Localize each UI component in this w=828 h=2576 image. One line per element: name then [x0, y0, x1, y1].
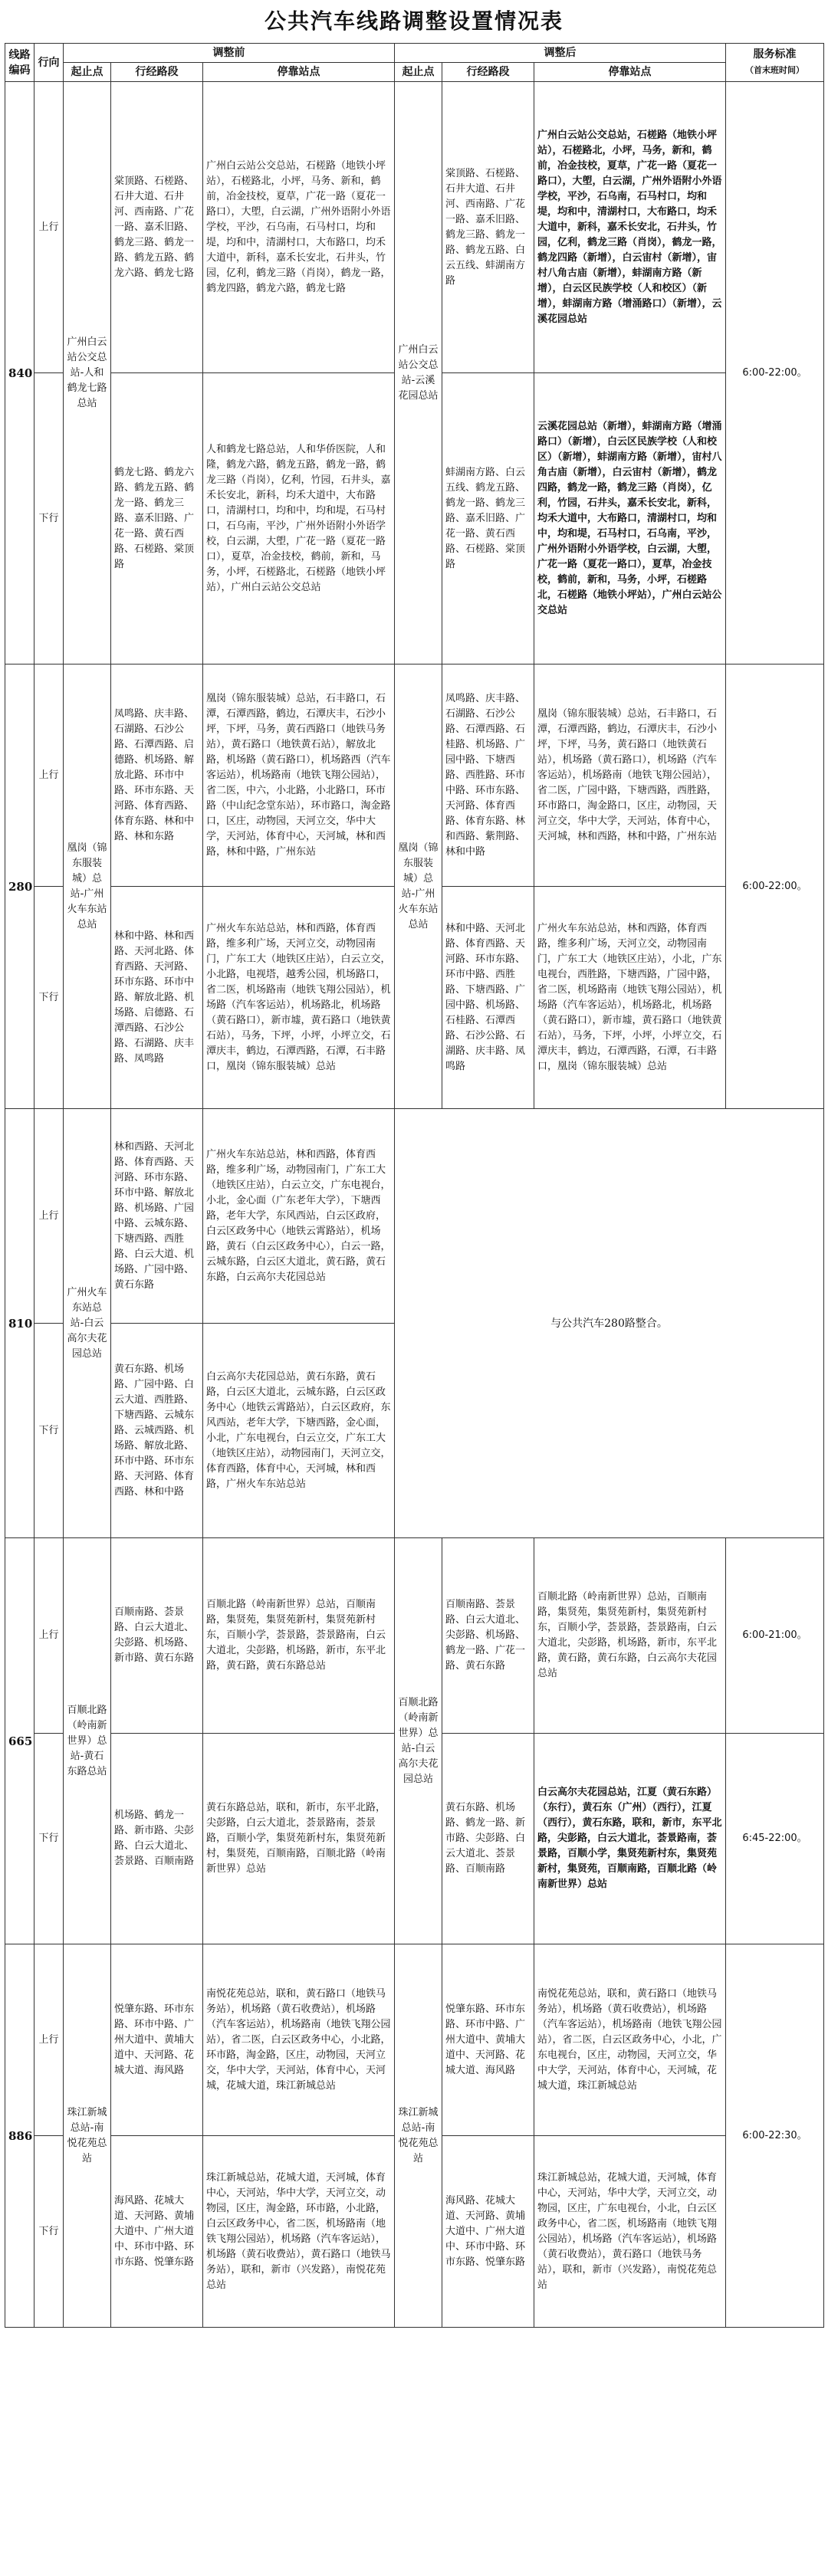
stops-after: 凰岗（锦东服装城）总站，石丰路口，石潭，石潭西路，鹤边，石潭庆丰，石沙小坪，下坪，马务，黄石路口（地铁黄石站），机场路（黄石路口），机场路（汽车客运站），机场路南（地铁飞翔公园站），省二医，广园中路，下塘西路，西胜路，环市路口，淘金路口，区庄，动物园，天河立交，华中大学，天河站，体育中心，天河城，林和西路，林和中路，广州东站 [534, 665, 726, 887]
header-stops-before: 停靠站点 [203, 63, 395, 82]
stops-after: 广州火车东站总站，林和西路，体育西路，维多利广场，天河立交，动物园南门，广东工大（地铁区庄站），小北，广东电视台，西胜路，下塘西路，广园中路，省二医，机场路南（地铁飞翔公园站），机场路（汽车客运站），机场路北，机场路（黄石路口），新市墟，黄石路口（地铁黄石站），马务，下坪，小坪，小坪立交，石潭庆丰，鹤边，石潭西路，石潭，石丰路口，凰岗（锦东服装城）总站 [534, 887, 726, 1109]
header-before: 调整前 [64, 44, 395, 63]
line-code: 810 [5, 1109, 34, 1538]
header-after: 调整后 [395, 44, 726, 63]
direction-down: 下行 [34, 2136, 64, 2328]
header-line-no: 线路编码 [5, 44, 34, 82]
terminal-before: 百顺北路（岭南新世界）总站-黄石东路总站 [64, 1538, 111, 1944]
direction-down: 下行 [34, 887, 64, 1109]
stops-before: 白云高尔夫花园总站，黄石东路，黄石路，白云区大道北，云城东路，白云区政务中心（地铁云霄路站），白云区政府，东风西站，老年大学，下塘西路，金心面，小北，广东电视台，白云立交，广东工大（地铁区庄站），动物园南门，天河立交，体育西路，体育中心，天河城，林和西路，广州火车东站总站 [203, 1324, 395, 1538]
route-adjustment-table [5, 43, 824, 2328]
service-time-up: 6:00-21:00。 [726, 1538, 824, 1734]
direction-up: 上行 [34, 82, 64, 373]
route-before: 鹤龙七路、鹤龙六路、鹤龙五路、鹤龙一路、鹤龙三路、嘉禾旧路、广花一路、黄石西路、石槎路、棠顶路 [111, 373, 203, 665]
stops-before: 人和鹤龙七路总站，人和华侨医院，人和隆，鹤龙六路，鹤龙五路，鹤龙一路，鹤龙三路（肖岗），亿利，竹园，石井头，嘉禾长安北，新科，均禾大道中，大布路口，清湖村口，均和中，均和堤，石马村口，石乌南，平沙，广州外语附小外语学校，白云湖，大塱，广花一路（夏花一路口），夏草，冶金技校，鹤前，新和，马务，小坪，石槎路北，石槎路（地铁小坪站），广州白云站公交总站 [203, 373, 395, 665]
terminal-before: 广州火车东站总站-白云高尔夫花园总站 [64, 1109, 111, 1538]
terminal-before: 珠江新城总站-南悦花苑总站 [64, 1944, 111, 2328]
route-after: 悦肇东路、环市东路、环市中路、广州大道中、黄埔大道中、天河路、花城大道、海风路 [442, 1944, 534, 2136]
route-before: 海风路、花城大道、天河路、黄埔大道中、广州大道中、环市中路、环市东路、悦肇东路 [111, 2136, 203, 2328]
stops-after: 珠江新城总站，花城大道，天河城，体育中心，天河站，华中大学，天河立交，动物园，区庄，广东电视台，小北，白云区政务中心，省二医，机场路南（地铁飞翔公园站），机场路（汽车客运站），机场路（黄石收费站），黄石路口（地铁马务站），联和，新市（兴发路），南悦花苑总站 [534, 2136, 726, 2328]
direction-up: 上行 [34, 1538, 64, 1734]
line-code: 665 [5, 1538, 34, 1944]
route-after: 林和中路、天河北路、体育西路、天河路、环市东路、环市中路、西胜路、下塘西路、广园中路、机场路、石桂路、石潭西路、石沙公路、石湖路、庆丰路、凤鸣路 [442, 887, 534, 1109]
header-start-after: 起止点 [395, 63, 442, 82]
stops-after: 南悦花苑总站，联和，黄石路口（地铁马务站），机场路（黄石收费站），机场路（汽车客运站），机场路南（地铁飞翔公园站），省二医，白云区政务中心，小北，广东电视台，区庄，动物园，天河立交，华中大学，天河站，体育中心，天河城，花城大道，珠江新城总站 [534, 1944, 726, 2136]
route-before: 机场路、鹤龙一路、新市路、尖彭路、白云大道北、荟景路、百顺南路 [111, 1734, 203, 1944]
route-before: 黄石东路、机场路、广园中路、白云大道、西胜路、下塘西路、云城东路、云城西路、机场路、解放北路、环市中路、环市东路、天河路、体育西路、林和中路 [111, 1324, 203, 1538]
direction-up: 上行 [34, 665, 64, 887]
terminal-before: 广州白云站公交总站-人和鹤龙七路总站 [64, 82, 111, 665]
service-time: 6:00-22:30。 [726, 1944, 824, 2328]
table-row [5, 1109, 824, 1324]
direction-down: 下行 [34, 1734, 64, 1944]
stops-after: 百顺北路（岭南新世界）总站，百顺南路，集贤苑，集贤苑新村，集贤苑新村东，百顺小学，荟景路，荟景路南，白云大道北，尖彭路，机场路，新市，东平北路，黄石路，黄石东路，白云高尔夫花园总站 [534, 1538, 726, 1734]
table-row [5, 1538, 824, 1734]
header-route-after: 行经路段 [442, 63, 534, 82]
header-start-before: 起止点 [64, 63, 111, 82]
terminal-after: 广州白云站公交总站-云溪花园总站 [395, 82, 442, 665]
stops-after: 白云高尔夫花园总站，江夏（黄石东路）（东行），黄石东（广州）（西行），江夏（西行），黄石东路，联和，新市，东平北路，尖彭路，白云大道北，荟景路南，荟景路，百顺小学，集贤苑新村东，集贤苑新村，集贤苑，百顺南路，百顺北路（岭南新世界）总站 [534, 1734, 726, 1944]
route-before: 林和中路、林和西路、天河北路、体育西路、天河路、环市东路、环市中路、解放北路、机场路、启德路、石潭西路、石沙公路、石湖路、庆丰路、凤鸣路 [111, 887, 203, 1109]
stops-before: 南悦花苑总站，联和，黄石路口（地铁马务站），机场路（黄石收费站），机场路（汽车客运站），机场路南（地铁飞翔公园站），省二医，白云区政务中心，小北路，环市路，淘金路，区庄，动物园，天河立交，华中大学，天河站，体育中心，天河城，花城大道，珠江新城总站 [203, 1944, 395, 2136]
direction-up: 上行 [34, 1944, 64, 2136]
terminal-after: 珠江新城总站-南悦花苑总站 [395, 1944, 442, 2328]
header-direction: 行向 [34, 44, 64, 82]
route-before: 凤鸣路、庆丰路、石湖路、石沙公路、石潭西路、启德路、机场路、解放北路、环市中路、环市东路、天河路、体育西路、体育东路、林和中路、林和东路 [111, 665, 203, 887]
header-route-before: 行经路段 [111, 63, 203, 82]
service-time-down: 6:45-22:00。 [726, 1734, 824, 1944]
route-before: 悦肇东路、环市东路、环市中路、广州大道中、黄埔大道中、天河路、花城大道、海风路 [111, 1944, 203, 2136]
header-service-label: 服务标准 [753, 48, 797, 61]
stops-before: 百顺北路（岭南新世界）总站，百顺南路，集贤苑，集贤苑新村，集贤苑新村东，百顺小学，荟景路，荟景路南，白云大道北，尖彭路，机场路，新市，东平北路，黄石路，黄石东路总站 [203, 1538, 395, 1734]
route-after: 凤鸣路、庆丰路、石湖路、石沙公路、石潭西路、石桂路、机场路、广园中路、下塘西路、西胜路、环市中路、环市东路、天河路、体育西路、体育东路、林和西路、紫荆路、林和中路 [442, 665, 534, 887]
table-row [5, 82, 824, 373]
route-before: 林和西路、天河北路、体育西路、天河路、环市东路、环市中路、解放北路、机场路、广园中路、云城东路、下塘西路、西胜路、白云大道、机场路、广园中路、黄石东路 [111, 1109, 203, 1324]
terminal-after: 百顺北路（岭南新世界）总站-白云高尔夫花园总站 [395, 1538, 442, 1944]
route-after: 棠顶路、石槎路、石井大道、石井河、西南路、广花一路、嘉禾旧路、鹤龙三路、鹤龙一路、鹤龙五路、白云五线、蚌湖南方路 [442, 82, 534, 373]
route-after: 海风路、花城大道、天河路、黄埔大道中、广州大道中、环市中路、环市东路、悦肇东路 [442, 2136, 534, 2328]
merged-note: 与公共汽车280路整合。 [395, 1109, 824, 1538]
table-row [5, 665, 824, 887]
terminal-after: 凰岗（锦东服装城）总站-广州火车东站总站 [395, 665, 442, 1109]
direction-down: 下行 [34, 373, 64, 665]
route-before: 百顺南路、荟景路、白云大道北、尖彭路、机场路、新市路、黄石东路 [111, 1538, 203, 1734]
line-code: 280 [5, 665, 34, 1109]
line-code: 886 [5, 1944, 34, 2328]
stops-before: 黄石东路总站，联和，新市，东平北路，尖彭路，白云大道北，荟景路南，荟景路，百顺小学，集贤苑新村东，集贤苑新村，集贤苑，百顺南路，百顺北路（岭南新世界）总站 [203, 1734, 395, 1944]
header-stops-after: 停靠站点 [534, 63, 726, 82]
stops-after: 广州白云站公交总站，石槎路（地铁小坪站），石槎路北，小坪，马务，新和，鹤前，冶金技校，夏草，广花一路（夏花一路口），大塱，白云湖，广州外语附小外语学校，平沙，石乌南，石马村口，均和堤，均和中，清湖村口，大布路口，均禾大道中，新科，嘉禾长安北，石井头，竹园，亿利，鹤龙三路（肖岗），鹤龙一路，鹤龙四路（新增），白云宙村（新增），宙村八角古庙（新增），蚌湖南方路（新增），白云区民族学校（人和校区）（新增），蚌湖南方路（增涌路口）（新增），云溪花园总站 [534, 82, 726, 373]
stops-after: 云溪花园总站（新增），蚌湖南方路（增涌路口）（新增），白云区民族学校（人和校区）（新增），蚌湖南方路（新增），宙村八角古庙（新增），白云宙村（新增），鹤龙四路，鹤龙一路，鹤龙三路（肖岗），亿利，竹园，石井头，嘉禾长安北，新科，均禾大道中，大布路口，清湖村口，均和中，均和堤，石马村口，石乌南，平沙，广州外语附小外语学校，白云湖，大塱，广花一路（夏花一路口），夏草，冶金技校，鹤前，新和，马务，小坪，石槎路北，石槎路（地铁小坪站），广州白云站公交总站 [534, 373, 726, 665]
page-title: 公共汽车线路调整设置情况表 [264, 8, 564, 34]
direction-up: 上行 [34, 1109, 64, 1324]
service-time: 6:00-22:00。 [726, 665, 824, 1109]
route-after: 黄石东路、机场路、鹤龙一路、新市路、尖彭路、白云大道北、荟景路、百顺南路 [442, 1734, 534, 1944]
route-after: 百顺南路、荟景路、白云大道北、尖彭路、机场路、鹤龙一路、广花一路、黄石东路 [442, 1538, 534, 1734]
stops-before: 广州火车东站总站，林和西路，体育西路，维多利广场，天河立交，动物园南门，广东工大（地铁区庄站），白云立交，小北路，电视塔，越秀公园，机场路口，省二医，机场路南（地铁飞翔公园站），机场路（汽车客运站），机场路北，机场路（黄石路口），新市墟，黄石路口（地铁黄石站），马务，下坪，小坪，小坪立交，石潭庆丰，鹤边，石潭西路，石潭，石丰路口，凰岗（锦东服装城）总站 [203, 887, 395, 1109]
direction-down: 下行 [34, 1324, 64, 1538]
terminal-before: 凰岗（锦东服装城）总站-广州火车东站总站 [64, 665, 111, 1109]
stops-before: 广州白云站公交总站，石槎路（地铁小坪站），石槎路北，小坪，马务、新和，鹤前，冶金技校，夏草，广花一路（夏花一路口），大塱，白云湖，广州外语附小外语学校，平沙，石乌南，石马村口，均和堤，均和中，清湖村口，大布路口，均禾大道中，新科，嘉禾长安北，石井头，竹园，亿利，鹤龙三路（肖岗），鹤龙一路，鹤龙四路，鹤龙六路，鹤龙七路 [203, 82, 395, 373]
stops-before: 广州火车东站总站，林和西路，体育西路，维多利广场，动物园南门，广东工大（地铁区庄站），白云立交，广东电视台，小北，金心面（广东老年大学），下塘西路，老年大学，东风西站，白云区政府，白云区政务中心（地铁云霄路站），机场路，黄石（白云区政务中心），白云一路，云城东路，白云区大道北，黄石路，黄石东路，白云高尔夫花园总站 [203, 1109, 395, 1324]
stops-before: 凰岗（锦东服装城）总站，石丰路口，石潭，石潭西路，鹤边，石潭庆丰，石沙小坪，下坪，马务，黄石西路口（地铁马务站），黄石路口（地铁黄石站），解放北路，机场路（黄石路口），机场路西（汽车客运站），机场路南（地铁飞翔公园站），省二医，中六，小北路，小北路口，环市路（中山纪念堂东站），环市路口，淘金路口，区庄，动物园，天河立交，华中大学，天河站，体育中心，天河城，林和西路，林和中路，广州东站 [203, 665, 395, 887]
service-time: 6:00-22:00。 [726, 82, 824, 665]
line-code: 840 [5, 82, 34, 665]
header-service [726, 44, 824, 82]
table-row [5, 1944, 824, 2136]
route-after: 蚌湖南方路、白云五线、鹤龙五路、鹤龙一路、鹤龙三路、嘉禾旧路、广花一路、黄石西路、石槎路、棠顶路 [442, 373, 534, 665]
route-before: 棠顶路、石槎路、石井大道、石井河、西南路、广花一路、嘉禾旧路、鹤龙三路、鹤龙一路、鹤龙五路、鹤龙六路、鹤龙七路 [111, 82, 203, 373]
header-service-sub: （首末班时间） [745, 65, 804, 75]
stops-before: 珠江新城总站，花城大道，天河城，体育中心，天河站，华中大学，天河立交，动物园，区庄，淘金路，环市路，小北路，白云区政务中心，省二医，机场路南（地铁飞翔公园站），机场路（汽车客运站），机场路（黄石收费站），黄石路口（地铁马务站），联和，新市（兴发路），南悦花苑总站 [203, 2136, 395, 2328]
